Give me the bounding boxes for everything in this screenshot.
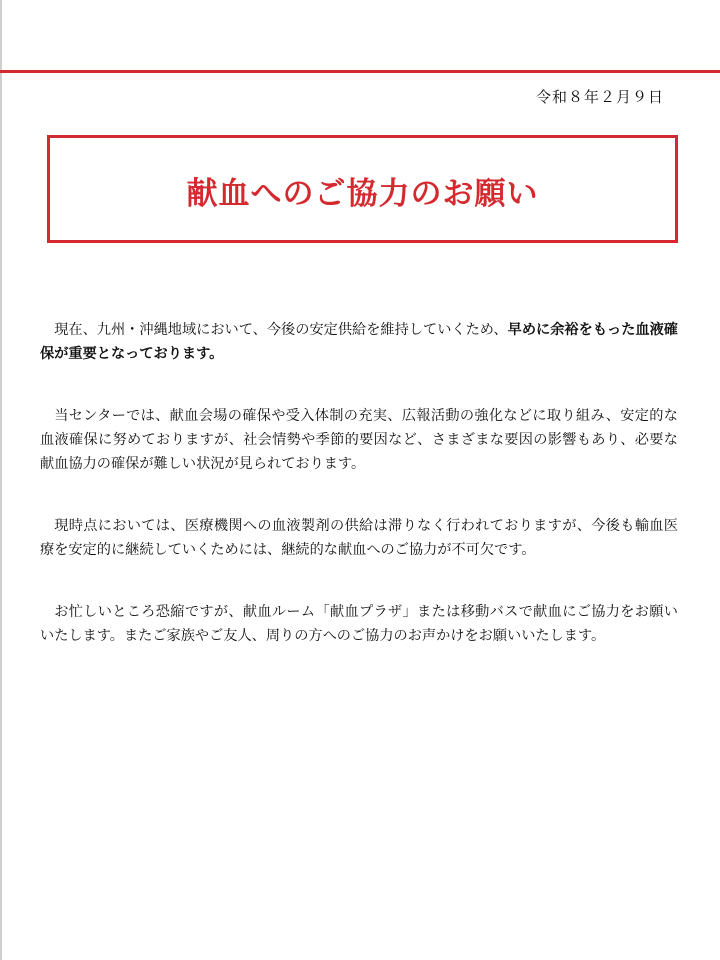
document-date: 令和８年２月９日 [535,88,664,106]
document-title: 献血へのご協力のお願い [186,175,539,212]
paragraph-3 [40,514,678,562]
paragraph-2 [40,404,678,476]
title-box [47,135,678,243]
paragraph-2-text: 当センターでは、献血会場の確保や受入体制の充実、広報活動の強化などに取り組み、安定的な血液確保に努めておりますが、社会情勢や季節的要因など、さまざまな要因の影響もあり、必要な献血協力の確保が難しい状況が見られております。 [40,408,678,472]
paragraph-1-emphasis: 早めに余裕をもった血液確保が重要となっております。 [40,322,678,362]
page-left-edge [0,0,2,960]
paragraph-4 [40,600,678,648]
document-body [40,318,678,686]
header-rule [0,70,720,73]
paragraph-3-text: 現時点においては、医療機関への血液製剤の供給は滞りなく行われておりますが、今後も輸血医療を安定的に継続していくためには、継続的な献血へのご協力が不可欠です。 [40,518,678,558]
paragraph-1 [40,318,678,366]
paragraph-1-text: 現在、九州・沖縄地域において、今後の安定供給を維持していくため、 [54,322,508,338]
paragraph-4-text: お忙しいところ恐縮ですが、献血ルーム「献血プラザ」または移動バスで献血にご協力をお願いいたします。またご家族やご友人、周りの方へのご協力のお声かけをお願いいたします。 [40,604,678,644]
